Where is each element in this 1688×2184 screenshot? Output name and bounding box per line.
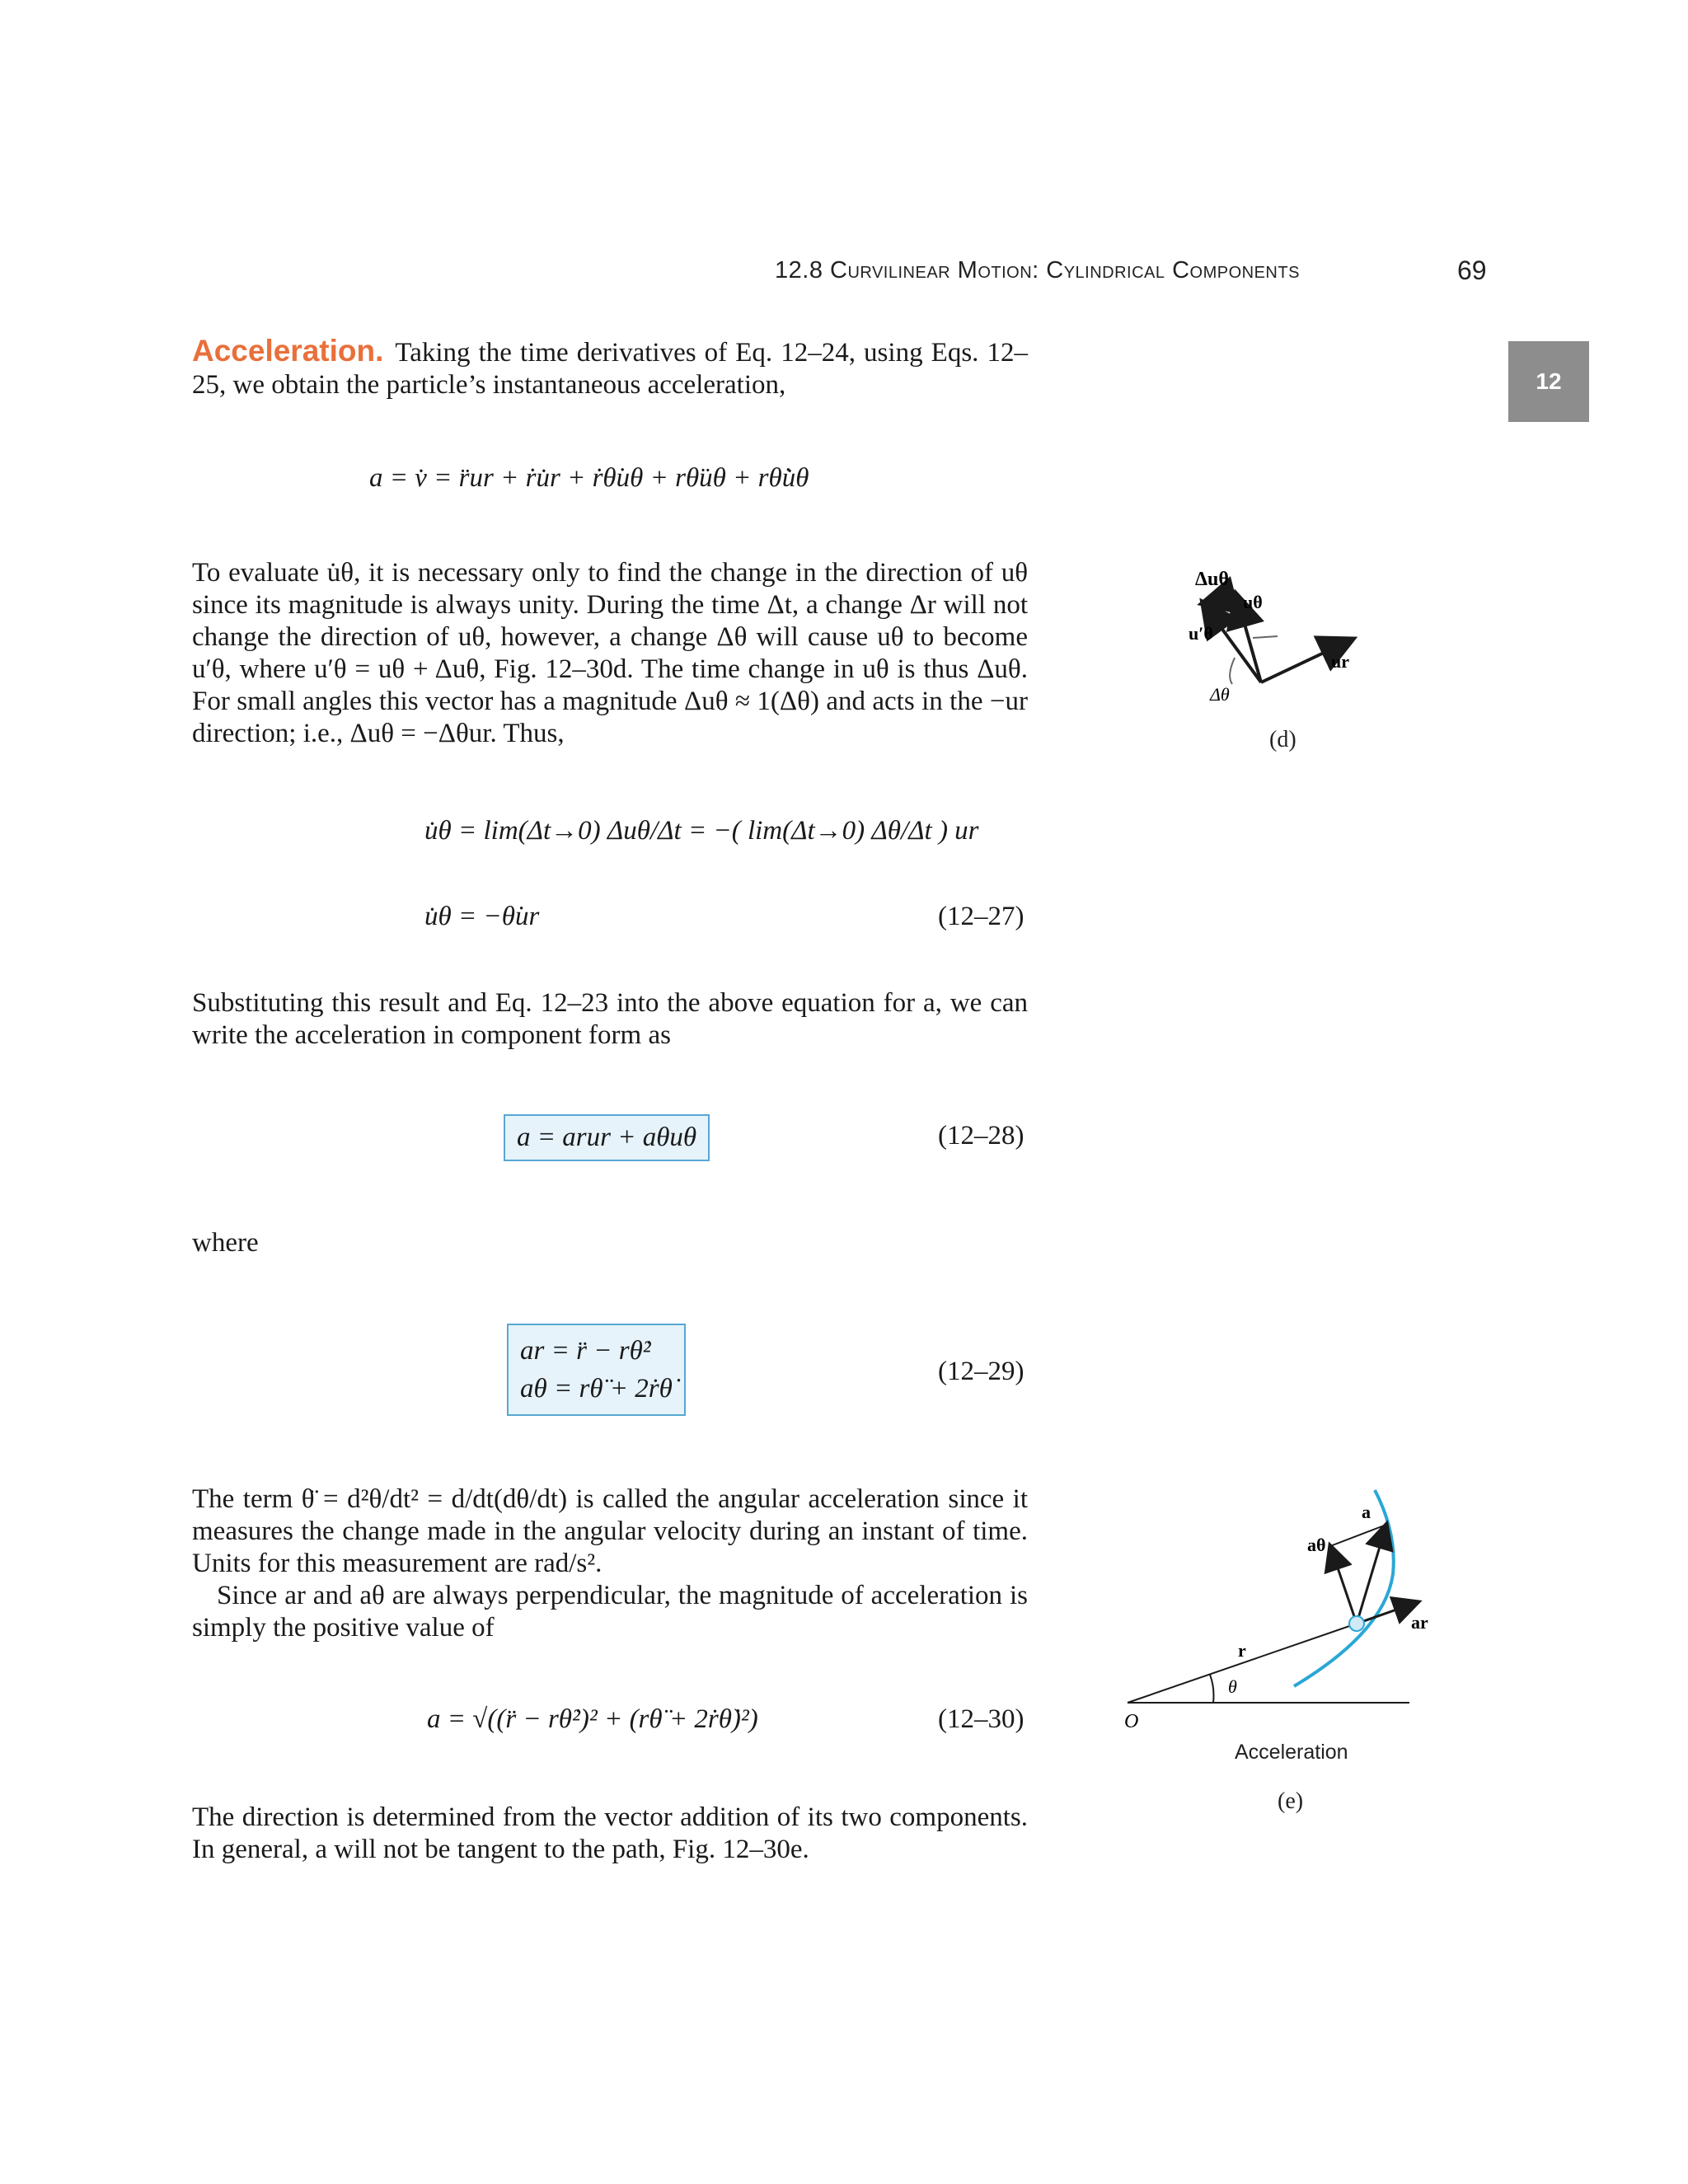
equation-12-30-number: (12–30) [938, 1704, 1025, 1734]
direction-text: The direction is determined from the vector addition of its two components. In general, a will not be tangent to the path, Fig. 12–30e. [192, 1802, 1028, 1864]
label-u-theta-prime: u′θ [1189, 623, 1213, 644]
equation-12-29-box [507, 1324, 686, 1416]
equation-12-29-line2: aθ = rθ̈ + 2ṙθ̇ [520, 1374, 673, 1404]
term-text: The term θ̈ = d²θ/dt² = d/dt(dθ/dt) is called the angular acceleration since it measures the change made in the angular velocity during an instant of time. Units for this measurement are rad/s². [192, 1484, 1028, 1578]
section-heading: Acceleration. [192, 334, 384, 368]
label-theta: θ [1228, 1676, 1237, 1697]
label-a-r: ar [1411, 1612, 1428, 1633]
label-a-theta: aθ [1307, 1535, 1326, 1555]
equation-12-29-number: (12–29) [938, 1357, 1025, 1386]
parallelogram-side-1 [1330, 1525, 1386, 1546]
delta-u-theta-vector [1203, 595, 1236, 603]
equation-12-30-expr: a = √((r̈ − rθ̇²)² + (rθ̈ + 2ṙθ̇)²) [427, 1704, 758, 1734]
equation-12-27 [424, 902, 539, 932]
equation-acceleration-expanded [369, 463, 809, 494]
term-paragraph [192, 1483, 1028, 1644]
where-label: where [192, 1228, 259, 1258]
substituting-text: Substituting this result and Eq. 12–23 into the above equation for a, we can write the acceleration in component form as [192, 988, 1028, 1050]
equation-12-30 [427, 1704, 758, 1735]
particle [1349, 1616, 1364, 1631]
direction-paragraph [192, 1802, 1028, 1866]
equation-12-28-expr: a = arur + aθuθ [517, 1122, 697, 1152]
figure-d-caption: (d) [1269, 727, 1296, 752]
evaluate-text: To evaluate u̇θ, it is necessary only to find the change in the direction of uθ since its magnitude is always unity. During the time Δt, a change Δr will not change the direction of uθ, however, a change Δθ will cause uθ to become u′θ, where u′θ = uθ + Δuθ, Fig. 12–30d. The time change in uθ is thus Δuθ. For small angles this vector has a magnitude Δuθ ≈ 1(Δθ) and acts in the −ur direction; i.e., Δuθ = −Δθur. Thus, [192, 558, 1028, 748]
running-header [775, 257, 1352, 284]
label-delta-u-theta: Δuθ [1195, 569, 1229, 590]
delta-theta-arc [1230, 658, 1235, 684]
equation-12-27-expr: u̇θ = −θ̇ur [424, 902, 540, 931]
label-a: a [1362, 1502, 1371, 1522]
figure-e-title: Acceleration [1235, 1741, 1348, 1764]
equation-acceleration-expanded-text: a = v̇ = r̈ur + ṙu̇r + ṙθ̇uθ + rθ̈uθ + rθ̇u̇θ [369, 463, 809, 493]
radius-line [1128, 1624, 1357, 1703]
label-delta-theta: Δθ [1210, 684, 1230, 705]
label-u-theta: uθ [1243, 592, 1263, 612]
intro-text: Taking the time derivatives of Eq. 12–24, using Eqs. 12–25, we obtain the particle’s instantaneous acceleration, [192, 338, 1028, 400]
figure-e-caption: (e) [1278, 1788, 1304, 1814]
equation-limit-text: u̇θ = lim(Δt→0) Δuθ/Δt = −( lim(Δt→0) Δθ/Δt ) ur [424, 816, 979, 846]
theta-arc [1210, 1675, 1214, 1703]
label-r: r [1238, 1640, 1246, 1661]
intro-paragraph [192, 335, 1028, 401]
substituting-paragraph [192, 987, 1028, 1052]
equation-limit [424, 816, 979, 846]
a-theta-vector [1330, 1546, 1357, 1624]
equation-12-28-number: (12–28) [938, 1121, 1025, 1151]
equation-12-27-number: (12–27) [938, 902, 1025, 931]
page-number: 69 [1457, 255, 1487, 285]
since-text: Since ar and aθ are always perpendicular, the magnitude of acceleration is simply the positive value of [192, 1581, 1028, 1643]
evaluate-paragraph [192, 557, 1028, 750]
figure-e-diagram [1113, 1475, 1442, 1739]
chapter-tab: 12 [1508, 341, 1589, 422]
a-r-vector [1357, 1602, 1418, 1624]
label-u-r: ur [1331, 651, 1349, 672]
equation-12-29-line1: ar = r̈ − rθ̇² [520, 1336, 651, 1366]
equation-12-28-box [504, 1114, 710, 1161]
section-title: 12.8 Curvilinear Motion: Cylindrical Components [775, 257, 1300, 284]
label-origin: O [1124, 1711, 1139, 1732]
delta-theta-pointer [1253, 636, 1278, 638]
